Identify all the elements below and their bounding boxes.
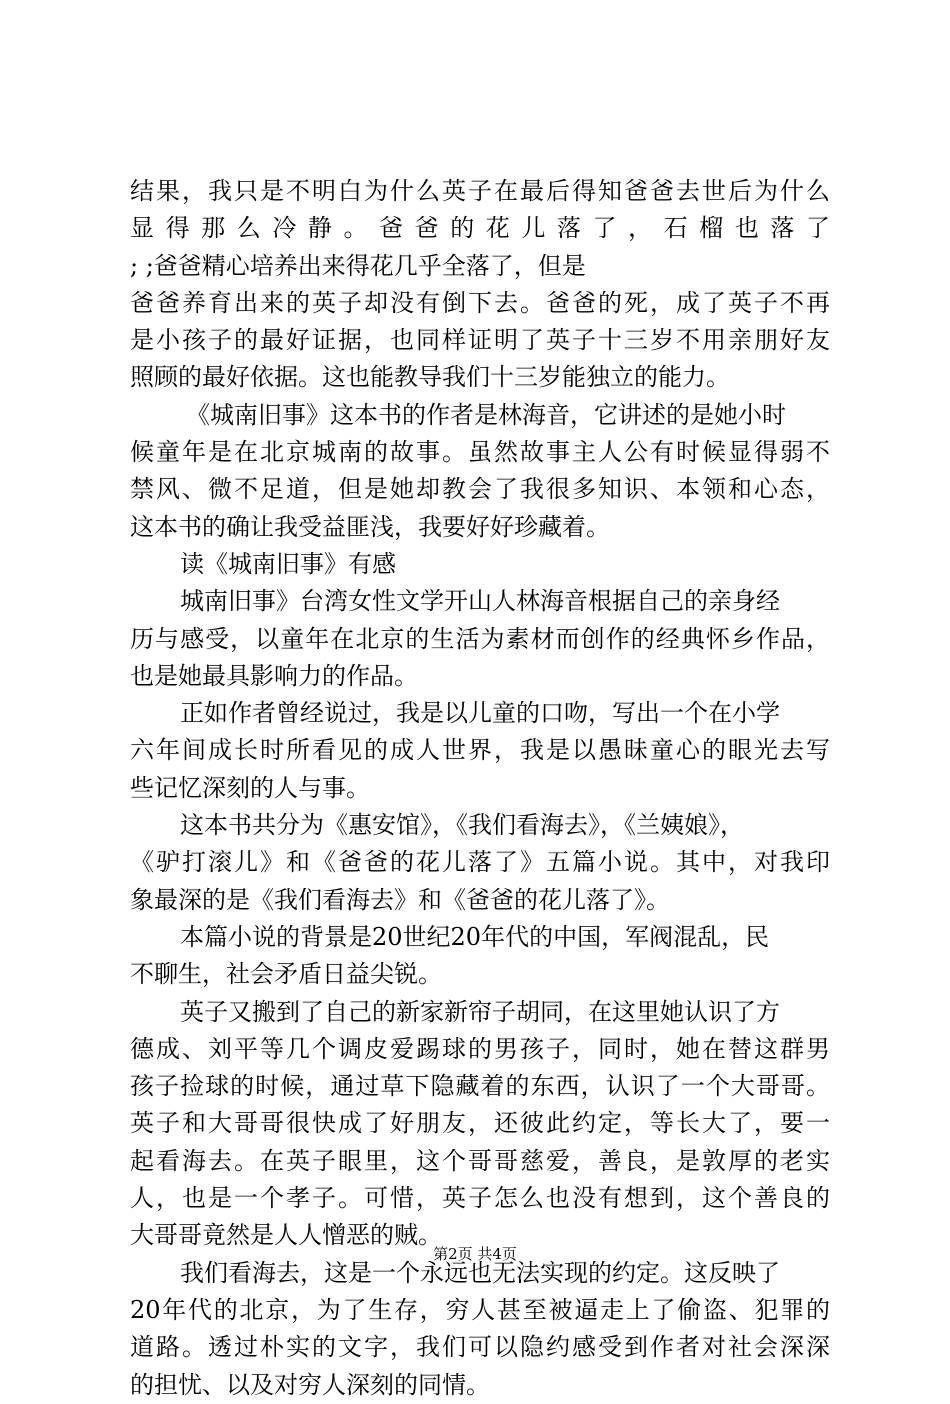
text-line: 禁风、微不足道，但是她却教会了我很多知识、本领和心态， [130, 475, 830, 504]
text-line: 的担忧、以及对穷人深刻的同情。 [130, 1370, 490, 1399]
text-line: ; ;爸爸精心培养出来得花几乎全落了，但是 [130, 251, 586, 280]
text-line: 20年代的北京，为了生存，穷人甚至被逼走上了偷盗、犯罪的 [130, 1295, 830, 1324]
text-line: 读《城南旧事》有感 [180, 549, 396, 578]
text-line: 历与感受，以童年在北京的生活为素材而创作的经典怀乡作品， [130, 624, 830, 653]
text-line: 这本书的确让我受益匪浅，我要好好珍藏着。 [130, 512, 610, 541]
text-line: 些记忆深刻的人与事。 [130, 773, 370, 802]
text-line: 本篇小说的背景是20世纪20年代的中国，军阀混乱，民 [180, 922, 770, 951]
text-line: 孩子捡球的时候，通过草下隐藏着的东西，认识了一个大哥哥。 [130, 1072, 830, 1101]
text-line: 德成、刘平等几个调皮爱踢球的男孩子，同时，她在替这群男 [130, 1034, 830, 1063]
text-line: 候童年是在北京城南的故事。虽然故事主人公有时候显得弱不 [130, 438, 830, 467]
text-line: 照顾的最好依据。这也能教导我们十三岁能独立的能力。 [130, 363, 730, 392]
text-line: 是小孩子的最好证据，也同样证明了英子十三岁不用亲朋好友 [130, 326, 830, 355]
text-line: 英子又搬到了自己的新家新帘子胡同，在这里她认识了方 [180, 997, 780, 1026]
text-line: 起看海去。在英子眼里，这个哥哥慈爱，善良，是敦厚的老实 [130, 1146, 830, 1175]
text-line: 大哥哥竟然是人人憎恶的贼。 [130, 1221, 442, 1250]
text-line: 英子和大哥哥很快成了好朋友，还彼此约定，等长大了，要一 [130, 1109, 830, 1138]
text-line: 《城南旧事》这本书的作者是林海音，它讲述的是她小时 [186, 400, 786, 429]
text-line: 也是她最具影响力的作品。 [130, 661, 418, 690]
text-line: 城南旧事》台湾女性文学开山人林海音根据自己的亲身经 [180, 587, 780, 616]
text-line: 《驴打滚儿》和《爸爸的花儿落了》五篇小说。其中，对我印 [130, 848, 830, 877]
text-line: 六年间成长时所看见的成人世界，我是以愚昧童心的眼光去写 [130, 736, 830, 765]
text-line: 我们看海去，这是一个永远也无法实现的约定。这反映了 [180, 1258, 780, 1287]
text-line: 象最深的是《我们看海去》和《爸爸的花儿落了》。 [130, 885, 670, 914]
text-line: 人，也是一个孝子。可惜，英子怎么也没有想到，这个善良的 [130, 1184, 830, 1213]
text-line: 正如作者曾经说过，我是以儿童的口吻，写出一个在小学 [180, 699, 780, 728]
text-line: 结果，我只是不明白为什么英子在最后得知爸爸去世后为什么 [130, 177, 830, 205]
text-line: 爸爸养育出来的英子却没有倒下去。爸爸的死，成了英子不再 [130, 288, 830, 317]
page-footer: 第2页 共4页 [433, 1245, 517, 1263]
text-line: 显 得 那 么 冷 静 。 爸 爸 的 花 儿 落 了 ， 石 榴 也 落 了 [130, 214, 830, 243]
document-body [130, 173, 830, 1404]
text-line: 道路。透过朴实的文字，我们可以隐约感受到作者对社会深深 [130, 1333, 830, 1362]
text-line: 不聊生，社会矛盾日益尖锐。 [130, 960, 442, 989]
text-line: 这本书共分为《惠安馆》，《我们看海去》，《兰姨娘》， [180, 811, 744, 840]
